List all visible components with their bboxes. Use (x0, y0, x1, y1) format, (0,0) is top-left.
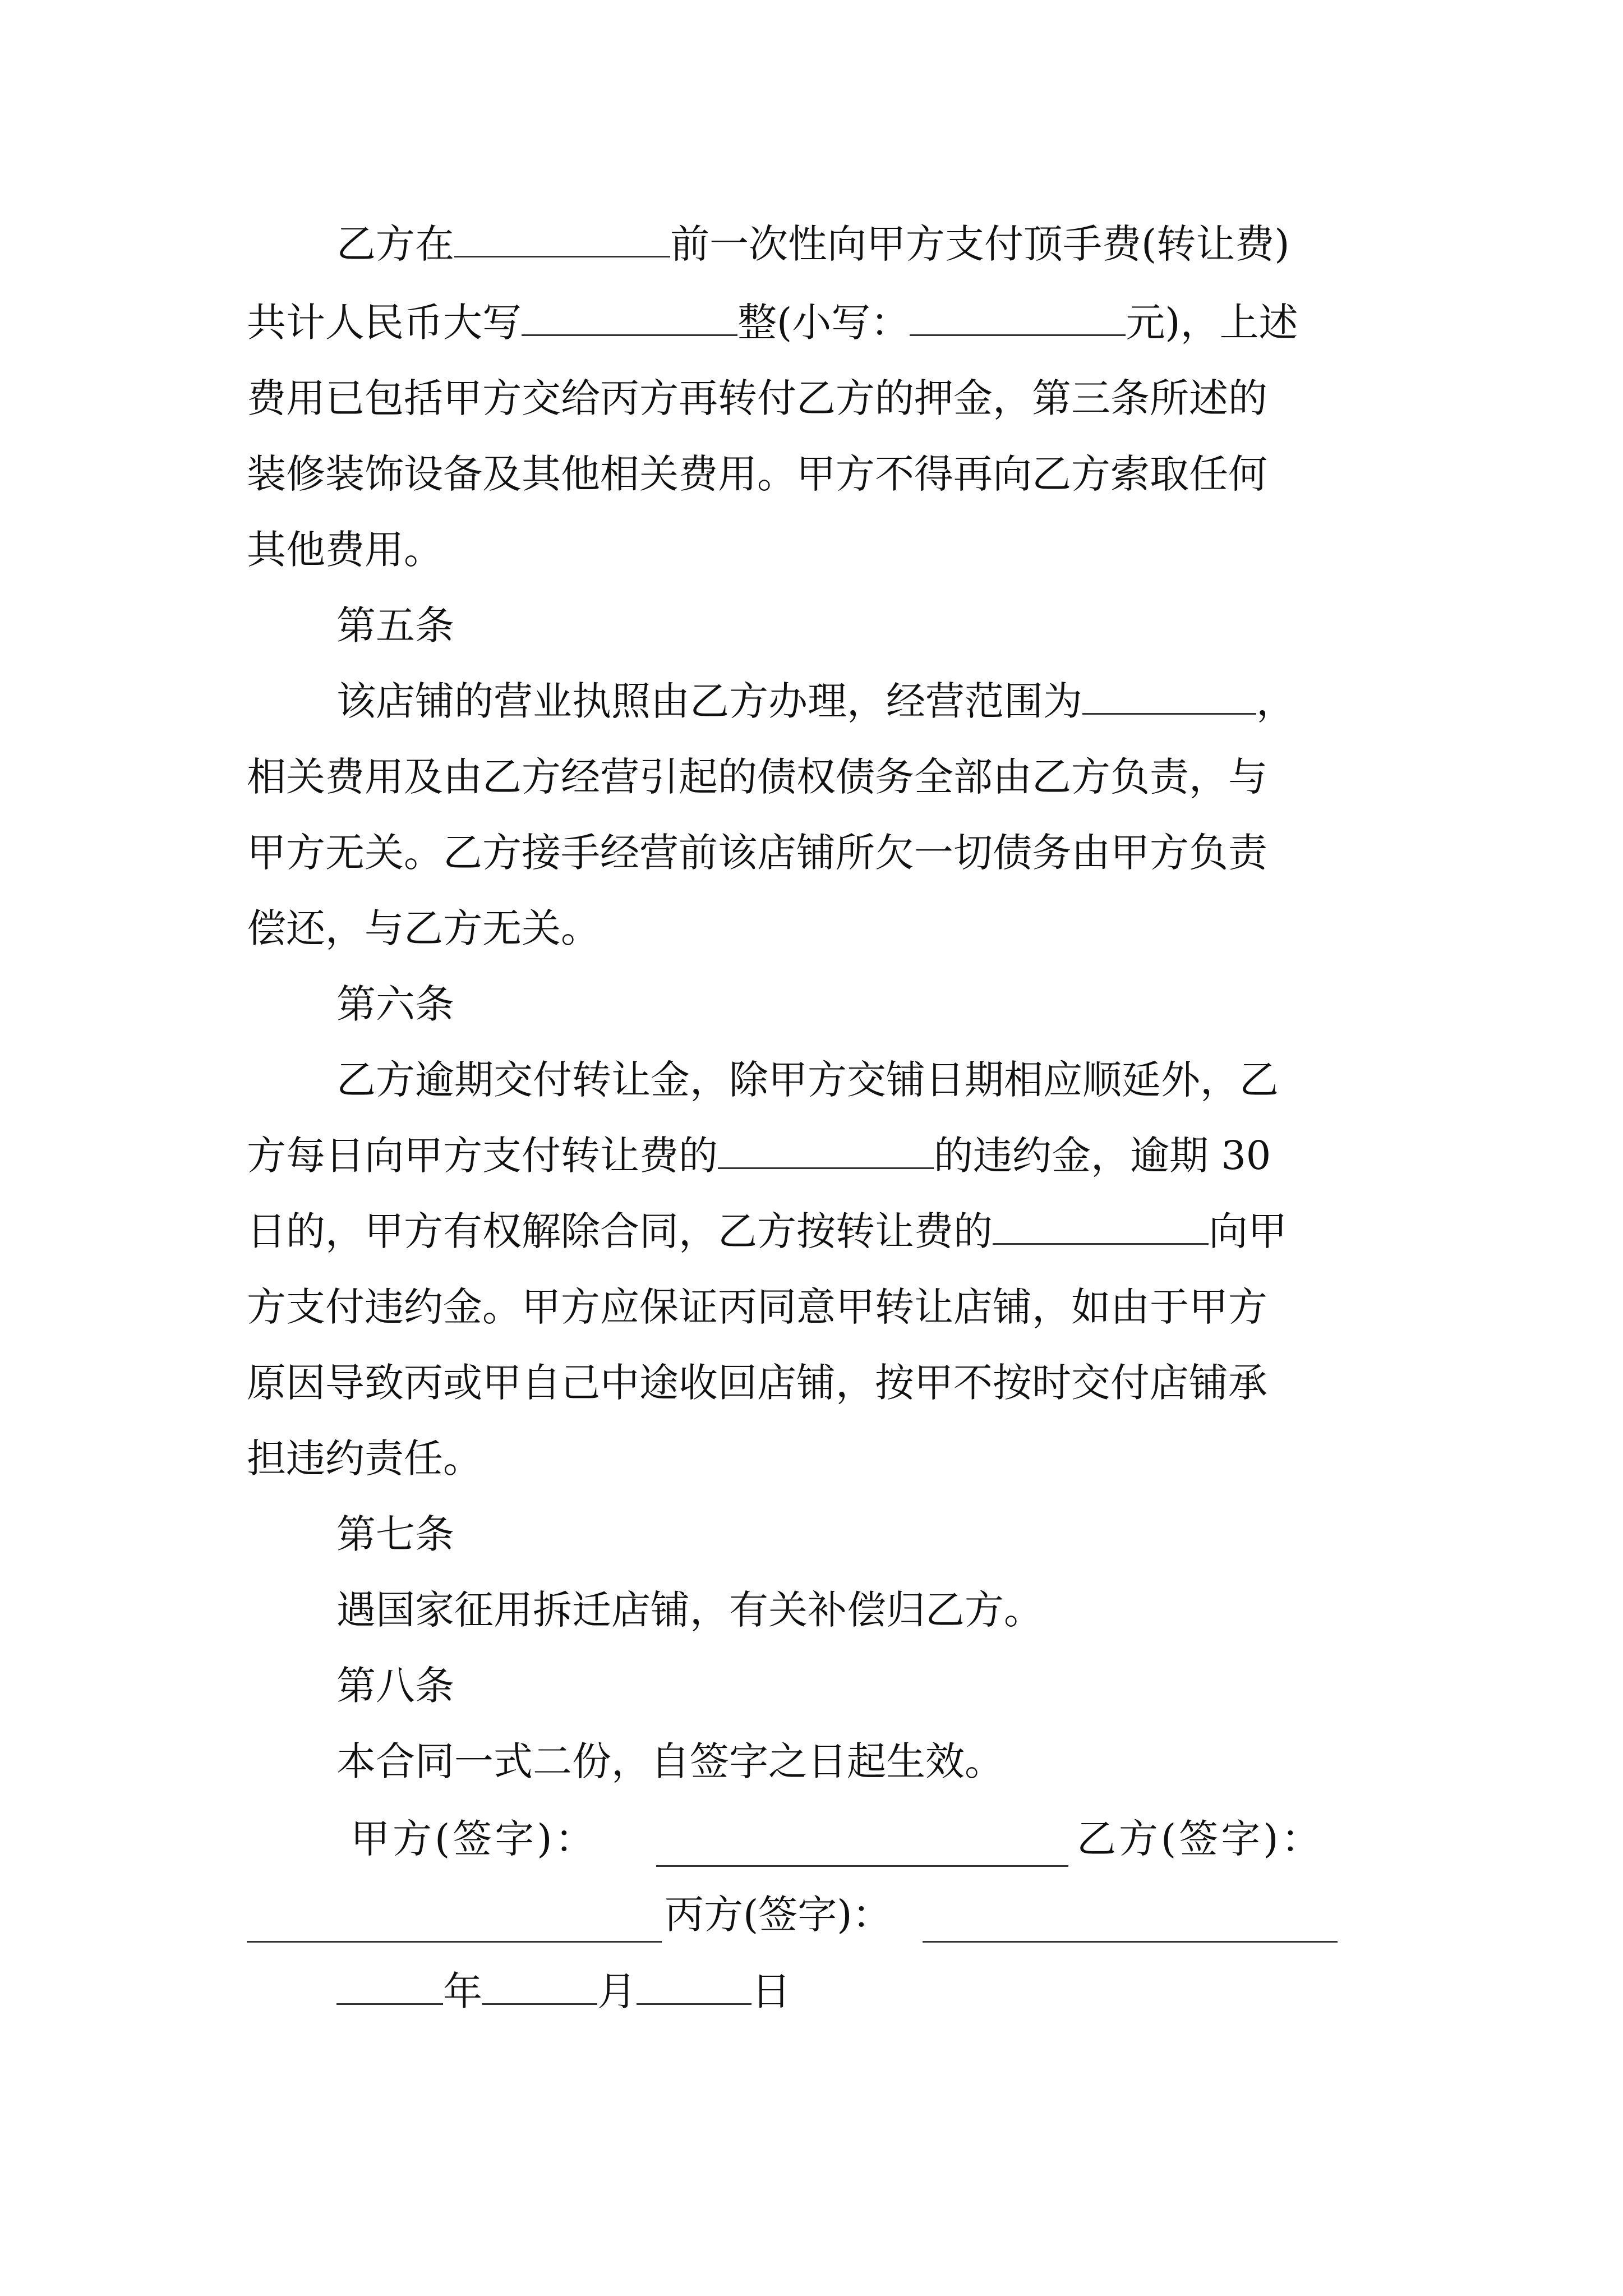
art6-line-5: 原因导致丙或甲自己中途收回店铺，按甲不按时交付店铺承 (247, 1360, 1267, 1406)
party-c-signature-label: 丙方(签字)： (665, 1892, 892, 1938)
article-8-heading: 第八条 (336, 1663, 454, 1709)
party-a-signature-line (656, 1826, 1068, 1867)
party-a-signature-label: 甲方(签字)： (351, 1816, 597, 1862)
art6-text: 的违约金，逾期 30 (934, 1133, 1271, 1179)
month-label: 月 (597, 1968, 637, 2014)
art4-text: 整(小写： (737, 300, 910, 346)
art6-text: 方每日向甲方支付转让费的 (247, 1133, 718, 1179)
day-label: 日 (751, 1968, 791, 2014)
party-c-signature-line (923, 1902, 1338, 1943)
art4-line-4: 装修装饰设备及其他相关费用。甲方不得再向乙方索取任何 (247, 451, 1267, 497)
blank-amount-lowercase (910, 295, 1126, 336)
art5-line-3: 甲方无关。乙方接手经营前该店铺所欠一切债务由甲方负责 (247, 830, 1267, 876)
art6-line-3 (247, 1203, 1287, 1259)
article-5-heading: 第五条 (336, 602, 454, 648)
art5-text: 该店铺的营业执照由乙方办理，经营范围为 (336, 678, 1082, 724)
art6-line-2 (247, 1128, 1271, 1184)
art6-line-1: 乙方逾期交付转让金，除甲方交铺日期相应顺延外，乙 (336, 1057, 1279, 1103)
blank-day (637, 1964, 751, 2005)
blank-amount-uppercase (522, 295, 737, 336)
party-b-signature-line (247, 1902, 662, 1943)
blank-month (482, 1964, 597, 2005)
art6-line-4: 方支付违约金。甲方应保证丙同意甲转让店铺，如由于甲方 (247, 1284, 1267, 1330)
blank-year (336, 1964, 443, 2005)
art8-line-1: 本合同一式二份，自签字之日起生效。 (336, 1738, 1004, 1784)
article-6-heading: 第六条 (336, 981, 454, 1027)
article-7-heading: 第七条 (336, 1511, 454, 1557)
year-label: 年 (443, 1968, 482, 2014)
blank-payment-date (454, 217, 670, 257)
art5-text: ， (1256, 678, 1295, 724)
art4-line-3: 费用已包括甲方交给丙方再转付乙方的押金，第三条所述的 (247, 375, 1267, 421)
art7-line-1: 遇国家征用拆迁店铺，有关补偿归乙方。 (336, 1587, 1043, 1633)
blank-daily-penalty-rate (718, 1128, 934, 1169)
art4-line-1 (336, 216, 1290, 272)
art4-line-2 (247, 295, 1298, 351)
art4-text: 前一次性向甲方支付顶手费(转让费) (670, 221, 1290, 267)
art5-line-1 (336, 673, 1295, 729)
art6-text: 日的，甲方有权解除合同，乙方按转让费的 (247, 1208, 993, 1254)
art4-text: 共计人民币大写 (247, 300, 522, 346)
blank-penalty-rate (993, 1204, 1209, 1245)
art4-text: 乙方在 (336, 221, 454, 267)
blank-business-scope (1082, 674, 1256, 715)
signing-date (336, 1963, 791, 2019)
art4-text: 元)，上述 (1126, 300, 1298, 346)
art6-text: 向甲 (1209, 1208, 1287, 1254)
party-b-signature-label: 乙方(签字)： (1077, 1816, 1324, 1862)
art6-line-6: 担违约责任。 (247, 1435, 482, 1481)
art4-line-5: 其他费用。 (247, 527, 443, 573)
art5-line-4: 偿还，与乙方无关。 (247, 905, 600, 951)
art5-line-2: 相关费用及由乙方经营引起的债权债务全部由乙方负责，与 (247, 754, 1267, 800)
